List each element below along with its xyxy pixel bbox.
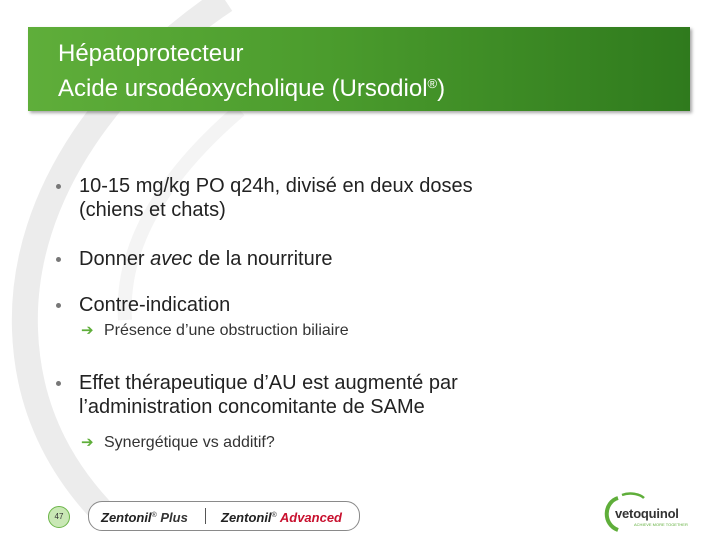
footer xyxy=(0,488,720,540)
title-bar xyxy=(28,27,690,111)
bullet-dot-icon xyxy=(56,184,61,189)
slide-title xyxy=(58,39,445,104)
registered-mark: ® xyxy=(427,76,438,91)
bullet-dot-icon xyxy=(56,381,61,386)
zentonil-plus-logo: Zentonil® Plus xyxy=(101,510,188,525)
bullet-contraindication: Contre-indication xyxy=(54,293,674,317)
bullet-dot-icon xyxy=(56,257,61,262)
sub-bullet-obstruction: ➔ Présence d’une obstruction biliaire xyxy=(81,322,349,339)
bullet-food: Donner avec de la nourriture xyxy=(54,247,674,271)
bullet-dosage: 10-15 mg/kg PO q24h, divisé en deux doses (chiens et chats) xyxy=(54,174,674,222)
title-line-2: Acide ursodéoxycholique (Ursodiol®) xyxy=(58,75,446,102)
bullet-effect: Effet thérapeutique d’AU est augmenté par l’administration concomitante de SAMe xyxy=(54,371,674,419)
title-line-1: Hépatoprotecteur xyxy=(58,40,244,67)
sub-bullet-synergy: ➔ Synergétique vs additif? xyxy=(81,434,275,451)
bullet-list xyxy=(54,174,674,453)
zentonil-advanced-logo: Zentonil® Advanced xyxy=(221,510,342,525)
vetoquinol-logo: vetoquinol ACHIEVE MORE TOGETHER xyxy=(600,492,690,536)
page-number: 47 xyxy=(48,506,70,528)
bullet-dot-icon xyxy=(56,303,61,308)
zentonil-brand-banner xyxy=(88,501,360,531)
brand-divider xyxy=(205,508,206,524)
arrow-right-icon: ➔ xyxy=(81,434,94,451)
arrow-right-icon: ➔ xyxy=(81,322,94,339)
